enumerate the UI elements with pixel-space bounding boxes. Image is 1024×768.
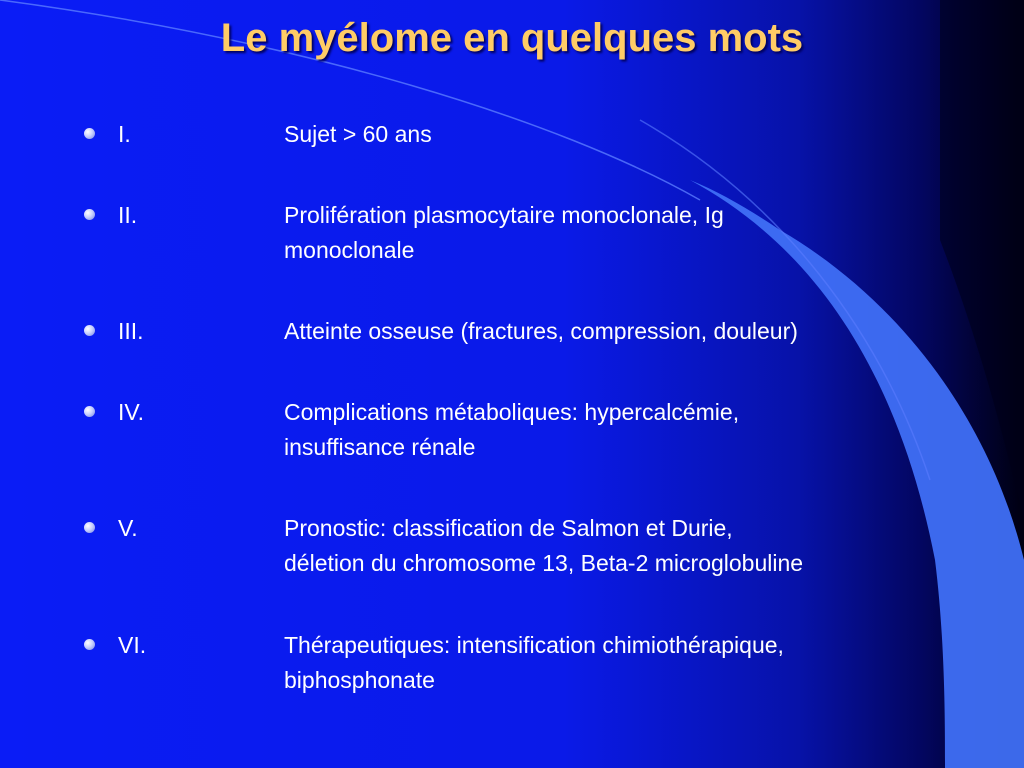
item-text-line: monoclonale xyxy=(284,237,415,263)
item-text xyxy=(284,511,944,581)
item-numeral: IV. xyxy=(118,399,145,425)
item-numeral: II. xyxy=(118,202,138,228)
item-text-line: déletion du chromosome 13, Beta-2 microglobuline xyxy=(284,550,804,576)
bullet-dot-icon xyxy=(84,209,95,220)
item-text xyxy=(284,198,944,268)
item-text xyxy=(284,117,944,152)
bullet-dot-icon xyxy=(84,128,95,139)
bullet-dot-icon xyxy=(84,522,95,533)
item-text-line: Pronostic: classification de Salmon et Durie, xyxy=(284,515,733,541)
slide-title: Le myélome en quelques mots xyxy=(220,16,804,60)
item-text-line: Prolifération plasmocytaire monoclonale, Ig xyxy=(284,202,724,228)
item-numeral: VI. xyxy=(118,632,147,658)
item-text-line: Sujet > 60 ans xyxy=(284,121,432,147)
item-numeral: I. xyxy=(118,121,131,147)
item-text xyxy=(284,314,944,349)
item-text-line: biphosphonate xyxy=(284,667,435,693)
item-text-line: Thérapeutiques: intensification chimiothérapique, xyxy=(284,632,784,658)
item-text-line: Complications métaboliques: hypercalcémie, xyxy=(284,399,740,425)
bullet-dot-icon xyxy=(84,639,95,650)
item-text-line: insuffisance rénale xyxy=(284,434,476,460)
bullet-dot-icon xyxy=(84,325,95,336)
item-text-line: Atteinte osseuse (fractures, compression, douleur) xyxy=(284,318,798,344)
item-numeral: III. xyxy=(118,318,144,344)
item-text xyxy=(284,628,944,698)
item-text xyxy=(284,395,944,465)
item-numeral: V. xyxy=(118,515,138,541)
bullet-dot-icon xyxy=(84,406,95,417)
